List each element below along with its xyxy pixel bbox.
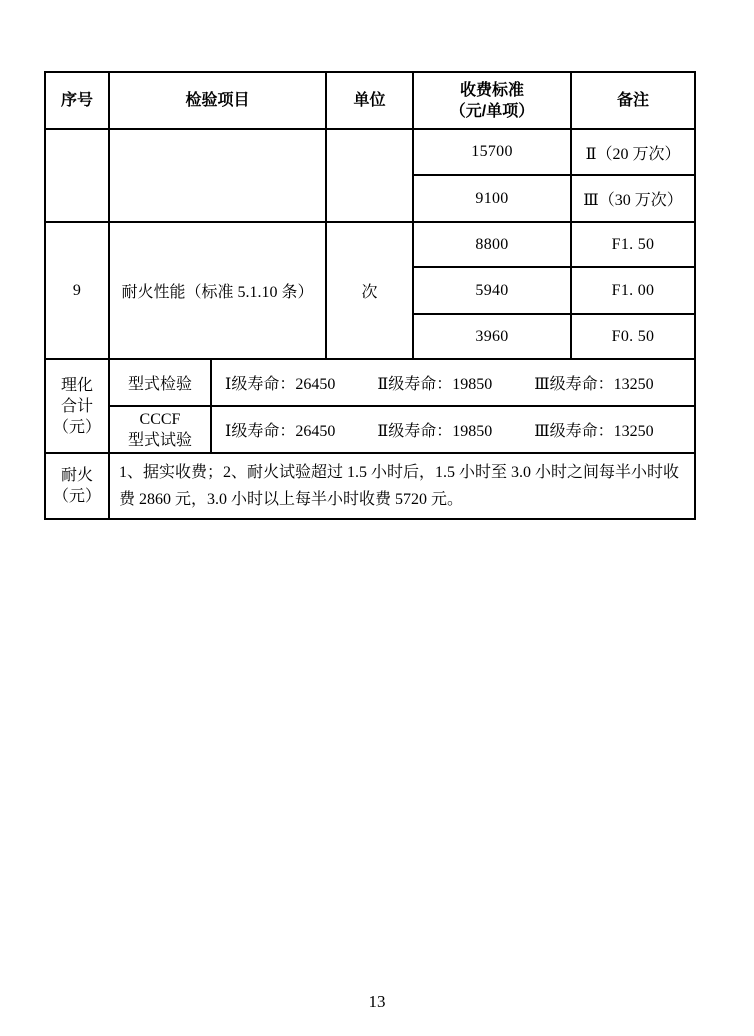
header-no: 序号 — [45, 72, 109, 129]
fee-value: 3960 — [413, 314, 571, 359]
physical-total-label-line2: 合计 — [60, 397, 93, 415]
empty-no-cell — [45, 129, 109, 222]
page-number: 13 — [368, 992, 386, 1011]
item9-name: 耐火性能（标准 5.1.10 条） — [109, 222, 326, 359]
item9-no: 9 — [45, 222, 109, 359]
carryover-row-1 — [45, 129, 695, 175]
item9-unit: 次 — [326, 222, 413, 359]
fire-total-row — [45, 453, 695, 519]
fee-table — [44, 71, 696, 520]
header-fee — [413, 72, 571, 129]
lifetime-value-3: Ⅲ级寿命：13250 — [534, 423, 654, 440]
lifetime-values-cell — [211, 359, 695, 406]
header-unit: 单位 — [326, 72, 413, 129]
cccf-label-line1: CCCF — [139, 410, 181, 428]
lifetime-value-3: Ⅲ级寿命：13250 — [534, 376, 654, 393]
note-value: Ⅱ（20 万次） — [571, 129, 695, 175]
physical-total-row-2 — [45, 406, 695, 453]
fire-total-note: 1、据实收费；2、耐火试验超过 1.5 小时后，1.5 小时至 3.0 小时之间每半小时收费 2860 元，3.0 小时以上每半小时收费 5720 元。 — [109, 453, 695, 519]
lifetime-value-1: Ⅰ级寿命：26450 — [225, 376, 336, 393]
fee-value: 8800 — [413, 222, 571, 267]
empty-item-cell — [109, 129, 326, 222]
note-value: F1. 50 — [571, 222, 695, 267]
header-note: 备注 — [571, 72, 695, 129]
note-value: F1. 00 — [571, 267, 695, 314]
header-fee-line2: （元/单项） — [449, 102, 535, 120]
lifetime-value-2: Ⅱ级寿命：19850 — [377, 423, 493, 440]
physical-total-label-line1: 理化 — [60, 376, 93, 394]
fire-total-label-line2: （元） — [52, 488, 101, 505]
lifetime-values-cell — [211, 406, 695, 453]
empty-unit-cell — [326, 129, 413, 222]
item9-row-1 — [45, 222, 695, 267]
physical-total-label — [45, 359, 109, 453]
cccf-label-line2: 型式试验 — [127, 431, 192, 449]
physical-total-row-1 — [45, 359, 695, 406]
fire-total-label — [45, 453, 109, 519]
lifetime-values-row — [212, 418, 694, 441]
header-item: 检验项目 — [109, 72, 326, 129]
cccf-type-test-label — [109, 406, 211, 453]
type-inspection-label: 型式检验 — [109, 359, 211, 406]
fire-total-label-line1: 耐火 — [60, 467, 93, 484]
table-header-row — [45, 72, 695, 129]
physical-total-label-line3: （元） — [52, 418, 101, 436]
note-value: Ⅲ（30 万次） — [571, 175, 695, 222]
note-value: F0. 50 — [571, 314, 695, 359]
lifetime-values-row — [212, 371, 694, 394]
fee-value: 5940 — [413, 267, 571, 314]
fee-value: 9100 — [413, 175, 571, 222]
fee-value: 15700 — [413, 129, 571, 175]
lifetime-value-2: Ⅱ级寿命：19850 — [377, 376, 493, 393]
lifetime-value-1: Ⅰ级寿命：26450 — [225, 423, 336, 440]
header-fee-line1: 收费标准 — [460, 81, 525, 99]
